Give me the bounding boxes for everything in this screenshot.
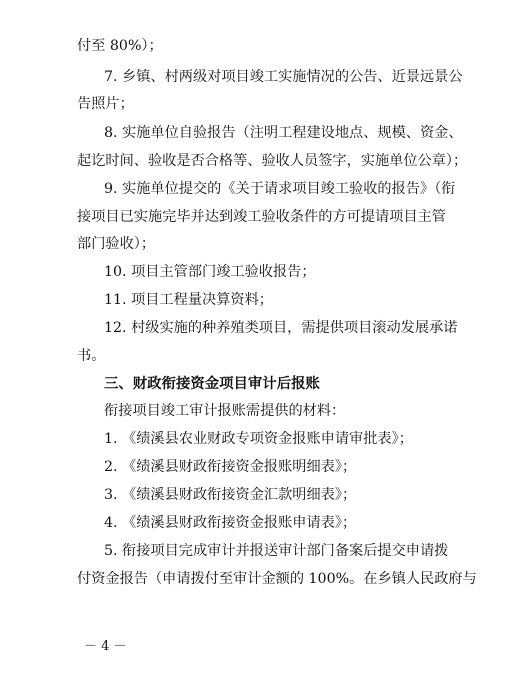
- list-item-12: 12. 村级实施的种养殖类项目，需提供项目滚动发展承诺: [104, 320, 458, 336]
- page-number: － 4 －: [84, 639, 127, 654]
- list-item-11: 11. 项目工程量决算资料；: [104, 292, 273, 308]
- list-item-7: 7. 乡镇、村两级对项目竣工实施情况的公告、近景远景公: [104, 69, 463, 85]
- text-line-continuation: 接项目已实施完毕并达到竣工验收条件的方可提请项目主管: [77, 209, 446, 225]
- text-line-continuation: 付至 80%）；: [77, 38, 163, 54]
- text-line-continuation: 起讫时间、验收是否合格等、验收人员签字，实施单位公章）；: [77, 153, 468, 169]
- list-item-9: 9. 实施单位提交的《关于请求项目竣工验收的报告》（衔: [104, 181, 456, 197]
- list-item-5: 5. 衔接项目完成审计并报送审计部门备案后提交申请拨: [104, 543, 449, 559]
- list-item-4: 4. 《绩溪县财政衔接资金报账申请表》；: [104, 515, 357, 531]
- list-item-3: 3. 《绩溪县财政衔接资金汇款明细表》；: [104, 487, 357, 503]
- list-item-8: 8. 实施单位自验报告（注明工程建设地点、规模、资金、: [104, 125, 463, 141]
- text-line-continuation: 书。: [77, 348, 106, 364]
- text-line-continuation: 付资金报告（申请拨付至审计金额的 100%。在乡镇人民政府与: [77, 571, 477, 587]
- list-item-1: 1. 《绩溪县农业财政专项资金报账申请审批表》；: [104, 431, 413, 447]
- section-intro: 衔接项目竣工审计报账需提供的材料：: [104, 403, 346, 419]
- list-item-10: 10. 项目主管部门竣工验收报告；: [104, 264, 316, 280]
- section-heading: 三、财政衔接资金项目审计后报账: [104, 376, 320, 392]
- list-item-2: 2. 《绩溪县财政衔接资金报账明细表》；: [104, 459, 357, 475]
- text-line-continuation: 部门验收）；: [77, 236, 156, 252]
- text-line-continuation: 告照片；: [77, 96, 134, 112]
